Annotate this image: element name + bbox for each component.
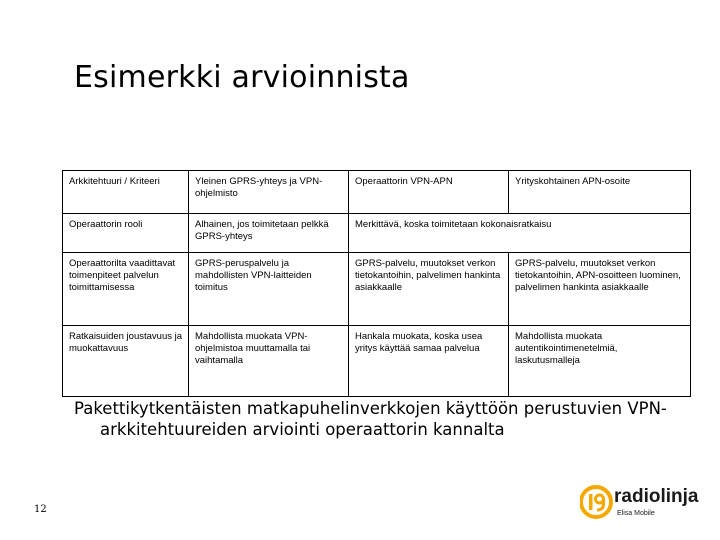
evaluation-table: [62, 170, 691, 397]
table-cell: Yleinen GPRS-yhteys ja VPN-ohjelmisto: [189, 171, 349, 214]
table-row: [63, 253, 691, 326]
table-cell: Mahdollista muokata VPN-ohjelmistoa muuttamalla tai vaihtamalla: [189, 326, 349, 397]
row-header-cell: Arkkitehtuuri / Kriteeri: [63, 171, 189, 214]
table-cell: GPRS-palvelu, muutokset verkon tietokantoihin, APN-osoitteen luominen, palvelimen hankinta asiakkaalle: [509, 253, 691, 326]
row-header-cell: Operaattorin rooli: [63, 214, 189, 253]
table-cell: Operaattorin VPN-APN: [349, 171, 509, 214]
table-cell: Mahdollista muokata autentikointimenetelmiä, laskutusmalleja: [509, 326, 691, 397]
page-number: 12: [34, 504, 47, 515]
table-cell: Yrityskohtainen APN-osoite: [509, 171, 691, 214]
table-cell: Alhainen, jos toimitetaan pelkkä GPRS-yhteys: [189, 214, 349, 253]
table-cell: GPRS-palvelu, muutokset verkon tietokantoihin, palvelimen hankinta asiakkaalle: [349, 253, 509, 326]
radiolinja-logo: [580, 484, 700, 524]
table-cell: GPRS-peruspalvelu ja mahdollisten VPN-laitteiden toimitus: [189, 253, 349, 326]
table-cell-merged: Merkittävä, koska toimitetaan kokonaisratkaisu: [349, 214, 691, 253]
logo-wordmark: radiolinja: [614, 486, 699, 507]
row-header-cell: Operaattorilta vaadittavat toimenpiteet palvelun toimittamisessa: [63, 253, 189, 326]
slide-caption: Pakettikytkentäisten matkapuhelinverkkojen käyttöön perustuvien VPN-arkkitehtuureiden arviointi operaattorin kannalta: [74, 399, 667, 439]
table-cell: Hankala muokata, koska usea yritys käyttää samaa palvelua: [349, 326, 509, 397]
table-row: [63, 214, 691, 253]
radiolinja-19-logo-icon: [580, 484, 614, 522]
slide-title: Esimerkki arvioinnista: [74, 60, 410, 95]
row-header-cell: Ratkaisuiden joustavuus ja muokattavuus: [63, 326, 189, 397]
table-row: [63, 326, 691, 397]
logo-subline: Elisa Mobile: [617, 510, 655, 517]
table-row: [63, 171, 691, 214]
